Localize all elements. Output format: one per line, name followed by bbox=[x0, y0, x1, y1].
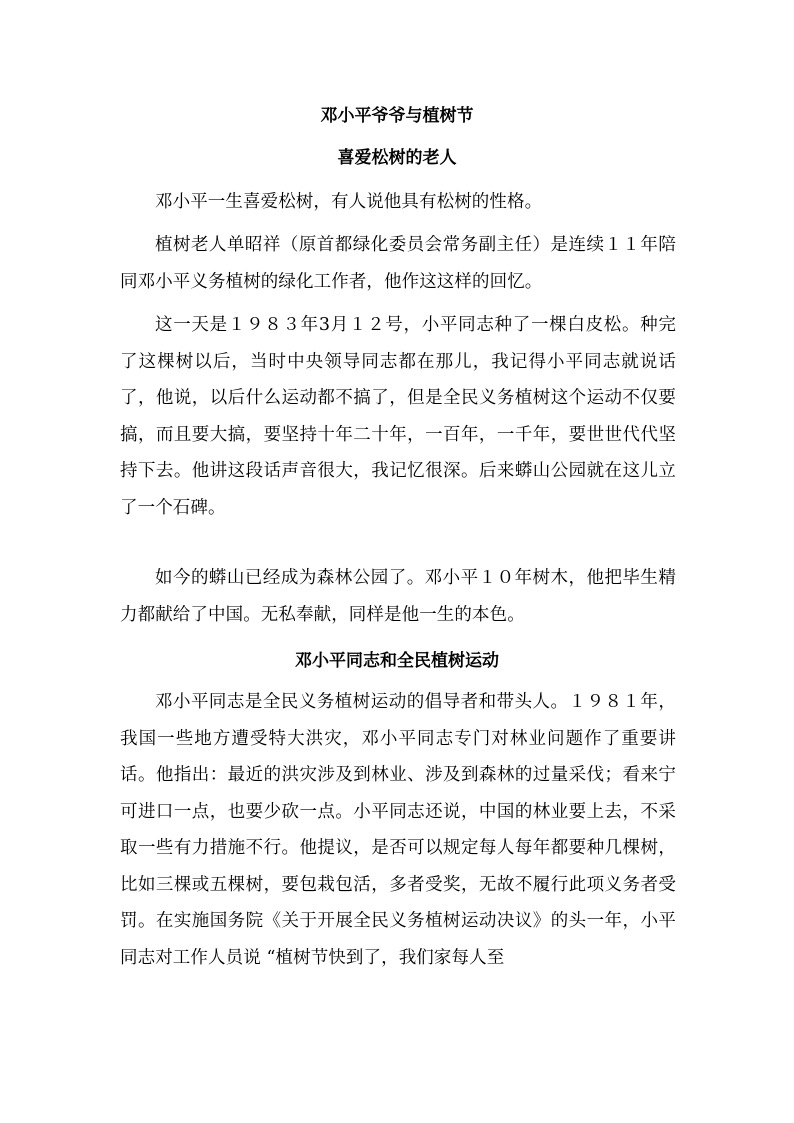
paragraph: 邓小平同志是全民义务植树运动的倡导者和带头人。１９８１年，我国一些地方遭受特大洪灾，邓小平同志专门对林业问题作了重要讲话。他指出：最近的洪灾涉及到林业、涉及到森林的过量采伐；看来宁可进口一点，也要少砍一点。小平同志还说，中国的林业要上去，不采取一些有力措施不行。他提议，是否可以规定每人每年都要种几棵树，比如三棵或五棵树，要包栽包活，多者受奖，无故不履行此项义务者受罚。在实施国务院《关于开展全民义务植树运动决议》的头一年，小平同志对工作人员说 “植树节快到了，我们家每人至 bbox=[120, 692, 676, 968]
paragraph: 植树老人单昭祥（原首都绿化委员会常务副主任）是连续１１年陪同邓小平义务植树的绿化工作者，他作这这样的回忆。 bbox=[120, 235, 676, 292]
paragraph: 邓小平一生喜爱松树，有人说他具有松树的性格。 bbox=[155, 192, 543, 212]
document-title: 邓小平爷爷与植树节 bbox=[320, 106, 474, 126]
section-heading-tree-planting-movement: 邓小平同志和全民植树运动 bbox=[295, 651, 499, 671]
section-heading-pine-lover: 喜爱松树的老人 bbox=[337, 148, 457, 168]
paragraph: 这一天是１９８３年3月１２号，小平同志种了一棵白皮松。种完了这棵树以后，当时中央领导同志都在那儿，我记得小平同志就说话了，他说，以后什么运动都不搞了，但是全民义务植树这个运动不仅要搞，而且要大搞，要坚持十年二十年，一百年，一千年，要世世代代坚持下去。他讲这段话声音很大，我记忆很深。后来蟒山公园就在这儿立了一个石碑。 bbox=[120, 315, 676, 518]
paragraph: 如今的蟒山已经成为森林公园了。邓小平１０年树木，他把毕生精力都献给了中国。无私奉献，同样是他一生的本色。 bbox=[120, 568, 676, 625]
